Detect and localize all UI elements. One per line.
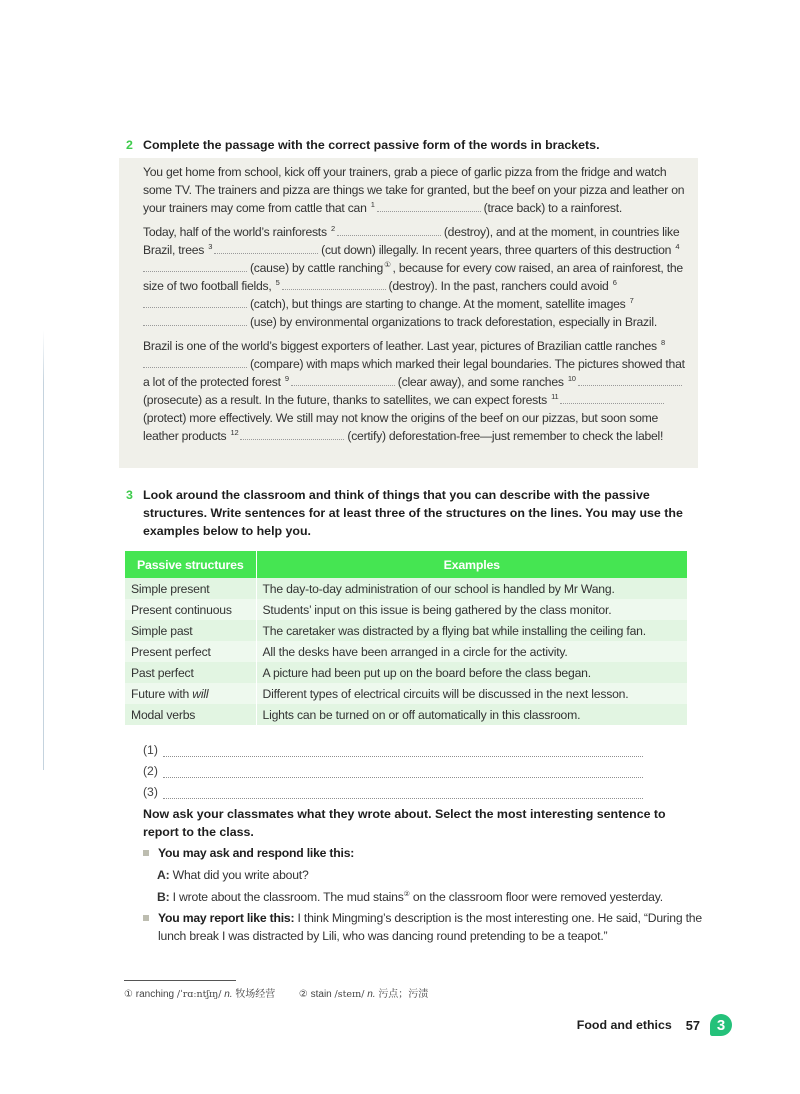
task-number: 3 (126, 488, 133, 502)
footnotes (124, 985, 428, 1000)
table-row (125, 620, 687, 641)
speaking-prompts (141, 844, 706, 945)
bullet-ask-respond (141, 844, 706, 862)
dialog-text: What did you write about? (169, 868, 309, 882)
answer-line[interactable] (143, 736, 643, 757)
bullet-label: You may ask and respond like this: (158, 846, 355, 860)
example-cell: A picture had been put up on the board before the class began. (256, 662, 687, 683)
footnote-word: stain (310, 989, 332, 1000)
blank-number: 3 (208, 242, 213, 251)
answer-blank[interactable] (143, 298, 247, 308)
bullet-square-icon (143, 850, 149, 856)
footnote-pos: n. (367, 989, 376, 1000)
passive-structures-table (125, 551, 687, 725)
structure-cell: Future with will (125, 683, 256, 704)
structure-cell: Modal verbs (125, 704, 256, 725)
follow-up-instruction: Now ask your classmates what they wrote about. Select the most interesting sentence to report to the class. (143, 807, 666, 839)
passage-text: (use) by environmental organizations to track deforestation, especially in Brazil. (250, 315, 657, 329)
writing-line[interactable] (163, 787, 643, 799)
margin-rule (43, 330, 44, 770)
answer-line[interactable] (143, 778, 643, 799)
task-instruction: Complete the passage with the correct passive form of the words in brackets. (143, 138, 600, 152)
writing-line[interactable] (163, 766, 643, 778)
table-row (125, 683, 687, 704)
footnote-phonetic: /steɪn/ (334, 989, 365, 1000)
passage-paragraph (143, 163, 688, 217)
column-header: Passive structures (125, 551, 256, 578)
blank-number: 5 (275, 278, 280, 287)
passage-paragraph (143, 337, 688, 445)
blank-number: 9 (284, 374, 289, 383)
example-cell: All the desks have been arranged in a circle for the activity. (256, 641, 687, 662)
structure-cell: Present continuous (125, 599, 256, 620)
unit-title: Food and ethics (576, 1018, 672, 1032)
answer-blank[interactable] (214, 244, 318, 254)
footnote-word: ranching (135, 989, 175, 1000)
answer-blank[interactable] (337, 226, 441, 236)
blank-number: 2 (330, 224, 335, 233)
footnote-meaning: 污点；污渍 (378, 989, 429, 1000)
structure-cell: Simple past (125, 620, 256, 641)
speaker-b: B: (157, 890, 170, 904)
line-number: (2) (143, 764, 158, 778)
table-row (125, 662, 687, 683)
sample-dialog (141, 866, 706, 906)
blank-number: 4 (675, 242, 680, 251)
dialog-text: on the classroom floor were removed yesterday. (409, 890, 663, 904)
passage-text: (certify) deforestation-free—just remember to check the label! (347, 429, 664, 443)
example-cell: The caretaker was distracted by a flying bat while installing the ceiling fan. (256, 620, 687, 641)
dialog-line-a (157, 866, 706, 884)
passage-text: (cause) by cattle ranching (250, 261, 384, 275)
table-row (125, 578, 687, 599)
answer-blank[interactable] (143, 358, 247, 368)
blank-number: 7 (629, 296, 634, 305)
passage-text: (catch), but things are starting to change. At the moment, satellite images (250, 297, 629, 311)
footnote-marker: ① (384, 260, 391, 269)
passage-text: (prosecute) as a result. In the future, thanks to satellites, we can expect forests (143, 393, 551, 407)
example-cell: Different types of electrical circuits will be discussed in the next lesson. (256, 683, 687, 704)
answer-blank[interactable] (291, 376, 395, 386)
page-footer (560, 1014, 740, 1036)
blank-number: 1 (370, 200, 375, 209)
passage-text: (trace back) to a rainforest. (483, 201, 623, 215)
footnote-phonetic: /ˈrɑːntʃɪŋ/ (176, 989, 222, 1000)
bullet-text: I think Mingming’s description is the most interesting one. He said, “During the lunch break I was distracted by Lili, who was dancing round pretending to be a teapot.” (158, 911, 702, 943)
answer-line[interactable] (143, 757, 643, 778)
footnote-marker: ① (124, 989, 133, 1000)
answer-lines (143, 736, 643, 799)
passage-text: (cut down) illegally. In recent years, three quarters of this destruction (321, 243, 675, 257)
footnote-marker: ② (403, 891, 410, 898)
table-row (125, 704, 687, 725)
task-number: 2 (126, 138, 133, 152)
bullet-square-icon (143, 915, 149, 921)
writing-line[interactable] (163, 745, 643, 757)
page-number: 57 (685, 1017, 700, 1033)
bullet-content (158, 909, 706, 945)
footnote-pos: n. (224, 989, 233, 1000)
bullet-report (141, 909, 706, 945)
blank-number: 6 (612, 278, 617, 287)
answer-blank[interactable] (560, 394, 664, 404)
line-number: (3) (143, 785, 158, 799)
dialog-line-b (157, 888, 706, 906)
structure-cell: Past perfect (125, 662, 256, 683)
answer-blank[interactable] (377, 202, 481, 212)
passage-text: (clear away), and some ranches (397, 375, 567, 389)
table-row (125, 599, 687, 620)
unit-badge-icon: 3 (710, 1014, 732, 1036)
table-header-row (125, 551, 687, 578)
passage-text: (compare) with maps which marked their legal boundaries. The pictures showed that a lot of the protected forest (143, 357, 685, 389)
structure-cell: Simple present (125, 578, 256, 599)
answer-blank[interactable] (143, 316, 247, 326)
blank-number: 10 (567, 374, 576, 383)
example-cell: Lights can be turned on or off automatically in this classroom. (256, 704, 687, 725)
footnote-divider (124, 980, 236, 981)
emphasis: will (192, 686, 209, 701)
speaker-a: A: (157, 868, 170, 882)
passage-text: (destroy). In the past, ranchers could avoid (388, 279, 612, 293)
bullet-label: You may report like this: (158, 911, 295, 925)
passage-text: Brazil is one of the world’s biggest exporters of leather. Last year, pictures of Brazilian cattle ranches (143, 339, 661, 353)
passage-text: (destroy), and at the moment, in countries like Brazil, trees (143, 225, 680, 257)
line-number: (1) (143, 743, 158, 757)
passage-text: (protect) more effectively. We still may not know the origins of the beef on our pizzas, but soon some leather products (143, 411, 659, 443)
passage-text: , because for every cow raised, an area of rainforest, the size of two football fields, (143, 261, 683, 293)
passage-text: Today, half of the world’s rainforests (143, 225, 330, 239)
footnote-marker: ② (298, 989, 308, 1000)
example-cell: The day-to-day administration of our school is handled by Mr Wang. (256, 578, 687, 599)
footnote-meaning: 牧场经营 (235, 989, 276, 1000)
task-instruction: Look around the classroom and think of things that you can describe with the passive structures. Write sentences for at least three of the structures on the lines. You may use the examples below to help you. (143, 488, 683, 538)
answer-blank[interactable] (578, 376, 682, 386)
structure-cell: Present perfect (125, 641, 256, 662)
passage-text: You get home from school, kick off your trainers, grab a piece of garlic pizza from the fridge and watch some TV. The trainers and pizza are things we take for granted, but the beef on your pizza and leather on your trainers may come from cattle that can (143, 165, 685, 215)
column-header: Examples (256, 551, 687, 578)
passage-paragraph (143, 223, 688, 331)
answer-blank[interactable] (143, 262, 247, 272)
passage-box (119, 158, 698, 468)
blank-number: 11 (551, 392, 559, 401)
answer-blank[interactable] (240, 430, 344, 440)
example-cell: Students’ input on this issue is being gathered by the class monitor. (256, 599, 687, 620)
answer-blank[interactable] (282, 280, 386, 290)
blank-number: 12 (230, 428, 239, 437)
blank-number: 8 (661, 338, 665, 347)
task-2-heading (126, 136, 699, 154)
task-3-heading (126, 486, 699, 540)
table-row (125, 641, 687, 662)
dialog-text: I wrote about the classroom. The mud stains (169, 890, 404, 904)
